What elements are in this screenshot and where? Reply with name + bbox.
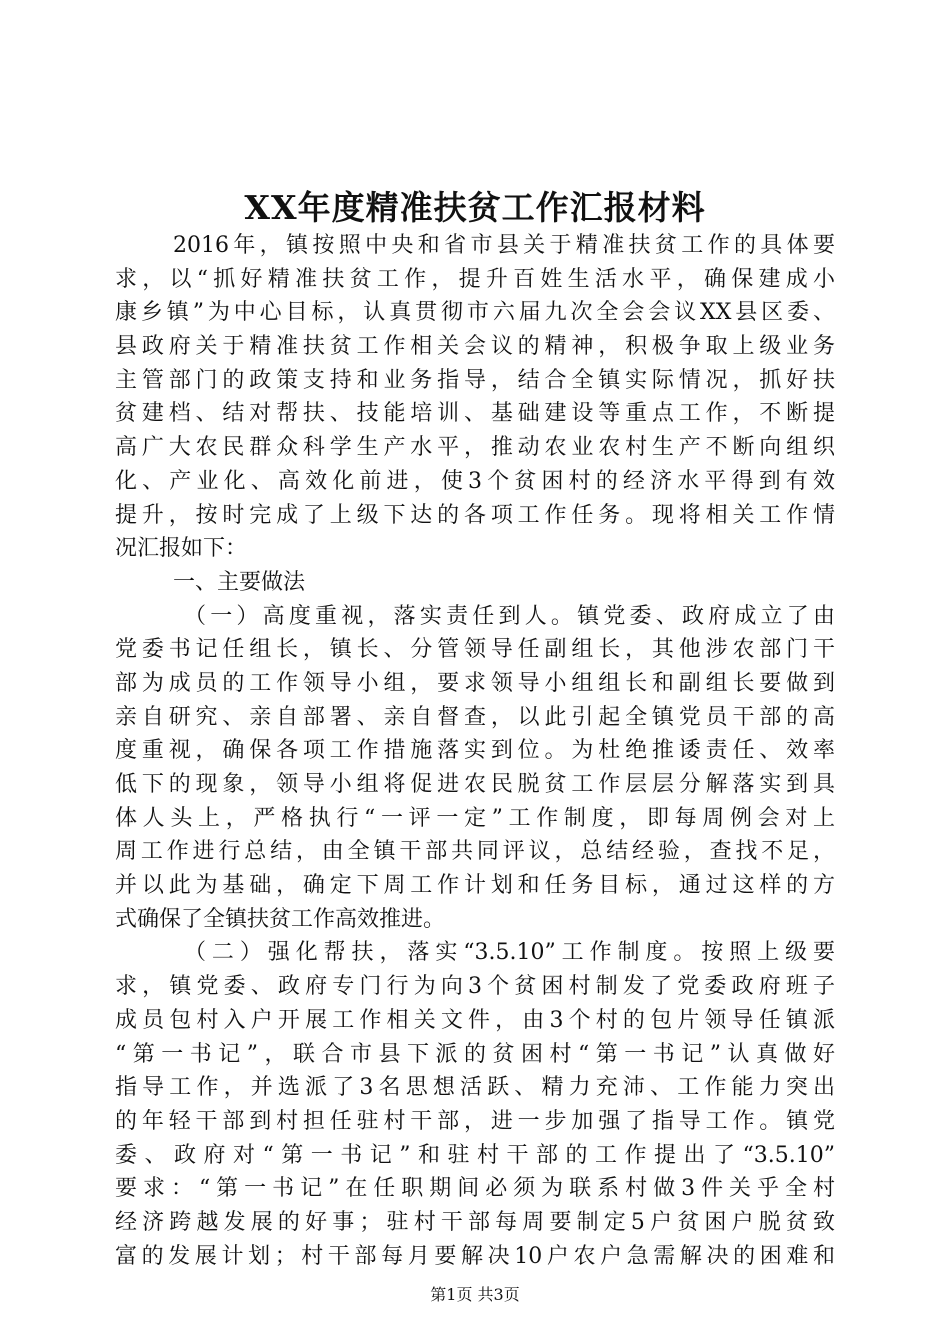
text-line: 党委书记任组长，镇长、分管领导任副组长，其他涉农部门干 xyxy=(115,637,835,663)
text-line: 求，以“抓好精准扶贫工作，提升百姓生活水平，确保建成小 xyxy=(115,266,835,292)
text-line: 求，镇党委、政府专门行为向3个贫困村制发了党委政府班子 xyxy=(115,974,835,1000)
text-line: 2016年，镇按照中央和省市县关于精准扶贫工作的具体要 xyxy=(173,233,835,258)
text-line: “第一书记”，联合市县下派的贫困村“第一书记”认真做好 xyxy=(115,1041,835,1067)
document-body xyxy=(115,229,835,1273)
text-line: 成员包村入户开展工作相关文件，由3个村的包片领导任镇派 xyxy=(115,1007,835,1033)
text-line: 低下的现象，领导小组将促进农民脱贫工作层层分解落实到具 xyxy=(115,772,835,797)
text-line: 经济跨越发展的好事；驻村干部每周要制定5户贫困户脱贫致 xyxy=(115,1209,835,1235)
text-line: 体人头上，严格执行“一评一定”工作制度，即每周例会对上 xyxy=(115,805,835,831)
text-line: 要求：“第一书记”在任职期间必须为联系村做3件关乎全村 xyxy=(115,1176,835,1202)
text-line: （二）强化帮扶，落实“3.5.10”工作制度。按照上级要 xyxy=(184,940,835,966)
text-line: 式确保了全镇扶贫工作高效推进。 xyxy=(115,906,446,932)
section-heading: 一、主要做法 xyxy=(173,569,306,595)
text-line: （一）高度重视，落实责任到人。镇党委、政府成立了由 xyxy=(184,603,835,629)
text-line: 并以此为基础，确定下周工作计划和任务目标，通过这样的方 xyxy=(115,873,835,899)
text-line: 康乡镇”为中心目标，认真贯彻市六届九次全会会议XX县区委、 xyxy=(115,300,835,326)
text-line: 高广大农民群众科学生产水平，推动农业农村生产不断向组织 xyxy=(115,435,835,461)
text-line: 部为成员的工作领导小组，要求领导小组组长和副组长要做到 xyxy=(115,670,835,696)
page-number-footer: 第1页 共3页 xyxy=(430,1285,520,1304)
text-line: 委、政府对“第一书记”和驻村干部的工作提出了“3.5.10” xyxy=(115,1142,835,1168)
text-line: 况汇报如下： xyxy=(115,536,248,562)
text-line: 的年轻干部到村担任驻村干部，进一步加强了指导工作。镇党 xyxy=(115,1108,835,1134)
text-line: 周工作进行总结，由全镇干部共同评议，总结经验，查找不足， xyxy=(115,839,835,865)
text-line: 提升，按时完成了上级下达的各项工作任务。现将相关工作情 xyxy=(115,502,835,528)
text-line: 亲自研究、亲自部署、亲自督查，以此引起全镇党员干部的高 xyxy=(115,704,835,730)
text-line: 主管部门的政策支持和业务指导，结合全镇实际情况，抓好扶 xyxy=(115,367,835,393)
text-line: 化、产业化、高效化前进，使3个贫困村的经济水平得到有效 xyxy=(115,468,835,494)
text-line: 县政府关于精准扶贫工作相关会议的精神，积极争取上级业务 xyxy=(115,334,835,360)
text-line: 富的发展计划；村干部每月要解决10户农户急需解决的困难和 xyxy=(115,1243,835,1269)
text-line: 贫建档、结对帮扶、技能培训、基础建设等重点工作，不断提 xyxy=(115,401,835,427)
text-line: 度重视，确保各项工作措施落实到位。为杜绝推诿责任、效率 xyxy=(115,738,835,764)
document-title: XX年度精准扶贫工作汇报材料 xyxy=(244,188,706,227)
text-line: 指导工作，并选派了3名思想活跃、精力充沛、工作能力突出 xyxy=(115,1075,835,1101)
